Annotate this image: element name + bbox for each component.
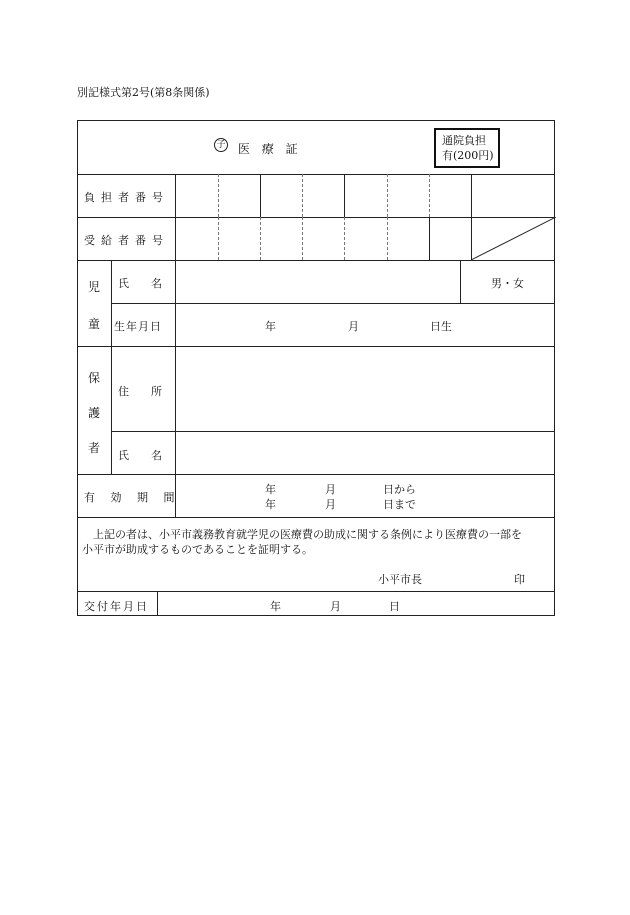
divider <box>175 474 176 517</box>
birth-year: 年 <box>265 320 276 333</box>
diagonal-strike <box>471 217 556 260</box>
form-caption: 別記様式第2号(第8条関係) <box>77 86 210 99</box>
validity-to-day: 日まで <box>383 498 416 511</box>
divider <box>111 303 554 304</box>
divider <box>111 260 112 474</box>
digit-divider <box>387 174 388 217</box>
child-name-label: 氏 名 <box>118 277 162 290</box>
digit-divider <box>260 174 261 217</box>
digit-divider <box>344 174 345 217</box>
medical-certificate-form <box>77 120 555 616</box>
divider <box>157 591 158 616</box>
gender-option: 男・女 <box>491 277 524 290</box>
certification-text-line2: 小平市が助成するものであることを証明する。 <box>82 543 313 556</box>
birthdate-label: 生年月日 <box>114 320 162 333</box>
divider <box>78 474 554 475</box>
burden-box-line1: 通院負担 <box>442 134 486 147</box>
guardian-label-1: 保 <box>88 371 101 385</box>
validity-to-month: 月 <box>325 498 336 511</box>
digit-divider <box>344 217 345 260</box>
burden-number-label: 負担者番号 <box>84 191 169 204</box>
digit-divider <box>387 217 388 260</box>
divider <box>78 517 554 518</box>
digit-divider <box>302 174 303 217</box>
issue-date-label: 交付年月日 <box>84 600 149 613</box>
digit-divider <box>302 217 303 260</box>
validity-from-year: 年 <box>265 483 276 496</box>
seal-mark: 印 <box>514 573 525 586</box>
child-label-2: 童 <box>88 317 101 331</box>
divider <box>175 174 176 260</box>
guardian-name-label: 氏 名 <box>118 449 162 462</box>
divider <box>175 260 176 474</box>
mayor-label: 小平市長 <box>378 573 422 586</box>
divider <box>111 431 554 432</box>
birth-month: 月 <box>348 320 359 333</box>
certification-text-line1: 上記の者は、小平市義務教育就学児の医療費の助成に関する条例により医療費の一部を <box>82 528 522 541</box>
digit-divider <box>471 174 472 217</box>
guardian-label-2: 護 <box>88 406 101 420</box>
address-label: 住 所 <box>118 385 162 398</box>
certificate-title: 医 療 証 <box>238 142 302 156</box>
digit-divider <box>218 217 219 260</box>
validity-to-year: 年 <box>265 498 276 511</box>
validity-label: 有 効 期 間 <box>84 491 181 504</box>
digit-divider <box>429 174 430 217</box>
digit-divider <box>218 174 219 217</box>
issue-year: 年 <box>270 600 281 613</box>
child-circle-icon: 子 <box>214 138 228 152</box>
birth-day: 日生 <box>430 320 452 333</box>
divider <box>78 346 554 347</box>
guardian-label-3: 者 <box>88 441 101 455</box>
outpatient-burden-box <box>434 128 500 168</box>
divider <box>78 591 554 592</box>
divider <box>78 260 554 261</box>
digit-divider <box>429 217 430 260</box>
issue-day: 日 <box>389 600 400 613</box>
validity-from-month: 月 <box>325 483 336 496</box>
burden-box-line2: 有(200円) <box>442 149 494 162</box>
divider <box>78 174 554 175</box>
divider <box>460 260 461 303</box>
validity-from-day: 日から <box>383 483 416 496</box>
digit-divider <box>260 217 261 260</box>
recipient-number-label: 受給者番号 <box>84 234 169 247</box>
child-label-1: 児 <box>88 280 101 294</box>
issue-month: 月 <box>330 600 341 613</box>
